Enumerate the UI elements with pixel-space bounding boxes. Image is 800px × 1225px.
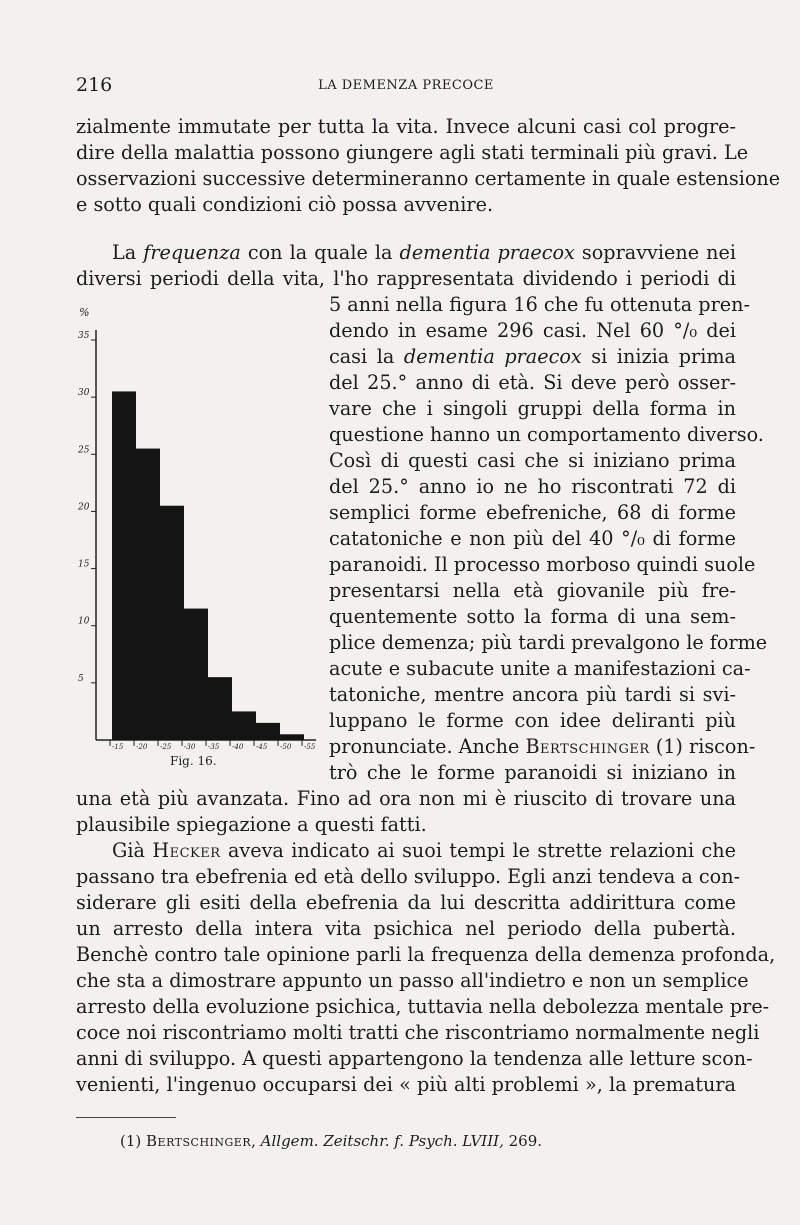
y-tick-label: 30 (78, 388, 90, 399)
text-line: Benchè contro tale opinione parli la frequenza della demenza profonda, (76, 943, 776, 966)
footnote-author: Bertschinger (146, 1132, 252, 1150)
y-axis-symbol: % (79, 306, 90, 319)
text-line: tatoniche, mentre ancora più tardi si svi- (329, 683, 736, 706)
histogram-bar (112, 391, 136, 740)
text-line: un arresto della intera vita psichica nel periodo della pubertà. (76, 917, 736, 940)
text-run: dementia praecox (399, 241, 575, 264)
text-line (76, 838, 736, 864)
x-tick-label: -15 (112, 743, 124, 751)
histogram-bar (256, 723, 280, 740)
text-line: plausibile spiegazione a questi fatti. (76, 813, 427, 836)
text-line: plice demenza; più tardi prevalgono le forme (329, 631, 768, 654)
text-line: dendo in esame 296 casi. Nel 60 °/₀ dei (329, 319, 736, 342)
y-tick-label: 35 (78, 331, 90, 341)
text-run: pronunciate. Anche (329, 735, 526, 758)
footnote-marker: (1) (120, 1132, 147, 1150)
text-line: anni di sviluppo. A questi appartengono la tendenza alle letture scon- (76, 1047, 753, 1070)
footnote-sep: , (251, 1132, 261, 1150)
y-tick-label: 10 (78, 616, 90, 627)
text-line: luppano le forme con idee deliranti più (329, 709, 736, 732)
figure-caption: Fig. 16. (170, 754, 217, 768)
footnote-journal: Allgem. Zeitschr. f. Psych. LVIII, (260, 1132, 504, 1150)
text-line: siderare gli esiti della ebefrenia da lui descritta addirittura come (76, 891, 736, 914)
x-tick-label: -35 (208, 743, 220, 751)
text-line: coce noi riscontriamo molti tratti che riscontriamo normalmente negli (76, 1021, 760, 1044)
text-line: 5 anni nella figura 16 che fu ottenuta pren- (329, 293, 750, 316)
text-run: Già (112, 839, 153, 862)
y-tick-label: 20 (78, 502, 90, 513)
text-line: paranoidi. Il processo morboso quindi suole (329, 553, 756, 576)
text-line: zialmente immutate per tutta la vita. Invece alcuni casi col progre- (76, 115, 736, 138)
text-run: casi la (329, 345, 404, 368)
text-line (329, 734, 756, 760)
text-line: trò che le forme paranoidi si iniziano in (329, 761, 736, 784)
x-tick-label: -55 (304, 743, 316, 751)
histogram-bar (232, 711, 256, 740)
running-title: LA DEMENZA PRECOCE (318, 78, 494, 93)
footnote (120, 1132, 542, 1150)
text-line: una età più avanzata. Fino ad ora non mi è riuscito di trovare una (76, 787, 736, 810)
text-line: vare che i singoli gruppi della forma in (329, 397, 736, 420)
footnote-rule (76, 1117, 176, 1118)
x-tick-label: -30 (184, 743, 196, 751)
text-run: La (112, 241, 144, 264)
histogram-bar (136, 449, 160, 740)
text-line: diversi periodi della vita, l'ho rappresentata dividendo i periodi di (76, 267, 736, 290)
text-run: Bertschinger (525, 735, 650, 758)
histogram-bar (280, 734, 304, 740)
x-tick-label: -45 (256, 743, 268, 751)
text-line: passano tra ebefrenia ed età dello sviluppo. Egli anzi tendeva a con- (76, 865, 741, 888)
x-tick-label: -20 (136, 743, 148, 751)
text-run: dementia praecox (403, 345, 582, 368)
text-line: arresto della evoluzione psichica, tuttavia nella debolezza mentale pre- (76, 995, 770, 1018)
text-run: si inizia prima (581, 345, 736, 368)
y-tick-label: 25 (78, 445, 90, 456)
text-line: acute e subacute unite a manifestazioni ca- (329, 657, 751, 680)
text-line: e sotto quali condizioni ciò possa avvenire. (76, 193, 494, 216)
text-line: dire della malattia possono giungere agli stati terminali più gravi. Le (76, 141, 749, 164)
text-run: aveva indicato ai suoi tempi le strette relazioni che (220, 839, 736, 862)
text-line: catatoniche e non più del 40 °/₀ di forme (329, 527, 736, 550)
text-line: semplici forme ebefreniche, 68 di forme (329, 501, 736, 524)
text-line (329, 344, 736, 370)
y-tick-label: 5 (78, 673, 84, 684)
text-run: frequenza (143, 241, 241, 264)
text-line: quentemente sotto la forma di una sem- (329, 605, 736, 628)
text-line: venienti, l'ingenuo occuparsi dei « più alti problemi », la prematura (76, 1073, 736, 1096)
text-run: Hecker (152, 839, 221, 862)
text-line: questione hanno un comportamento diverso. (329, 423, 764, 446)
figure-16-histogram (76, 300, 326, 780)
x-tick-label: -25 (160, 743, 172, 751)
y-tick-label: 15 (78, 559, 90, 570)
footnote-pages: 269. (503, 1132, 543, 1150)
histogram-bar (184, 609, 208, 740)
histogram-bar (208, 677, 232, 740)
text-line: del 25.° anno di età. Si deve però osser- (329, 371, 736, 394)
text-line: Così di questi casi che si iniziano prima (329, 449, 736, 472)
text-line: presentarsi nella età giovanile più fre- (329, 579, 736, 602)
running-header (76, 74, 736, 100)
text-line (76, 240, 736, 266)
text-line: che sta a dimostrare appunto un passo all'indietro e non un semplice (76, 969, 749, 992)
x-tick-label: -50 (280, 743, 292, 751)
histogram-bar (160, 506, 184, 740)
text-run: sopravviene nei (574, 241, 737, 264)
text-line: del 25.° anno io ne ho riscontrati 72 di (329, 475, 736, 498)
text-run: con la quale la (240, 241, 400, 264)
text-run: (1) riscon- (649, 735, 756, 758)
text-line: osservazioni successive determineranno certamente in quale estensione (76, 167, 781, 190)
page-number: 216 (76, 74, 113, 96)
x-tick-label: -40 (232, 743, 244, 751)
